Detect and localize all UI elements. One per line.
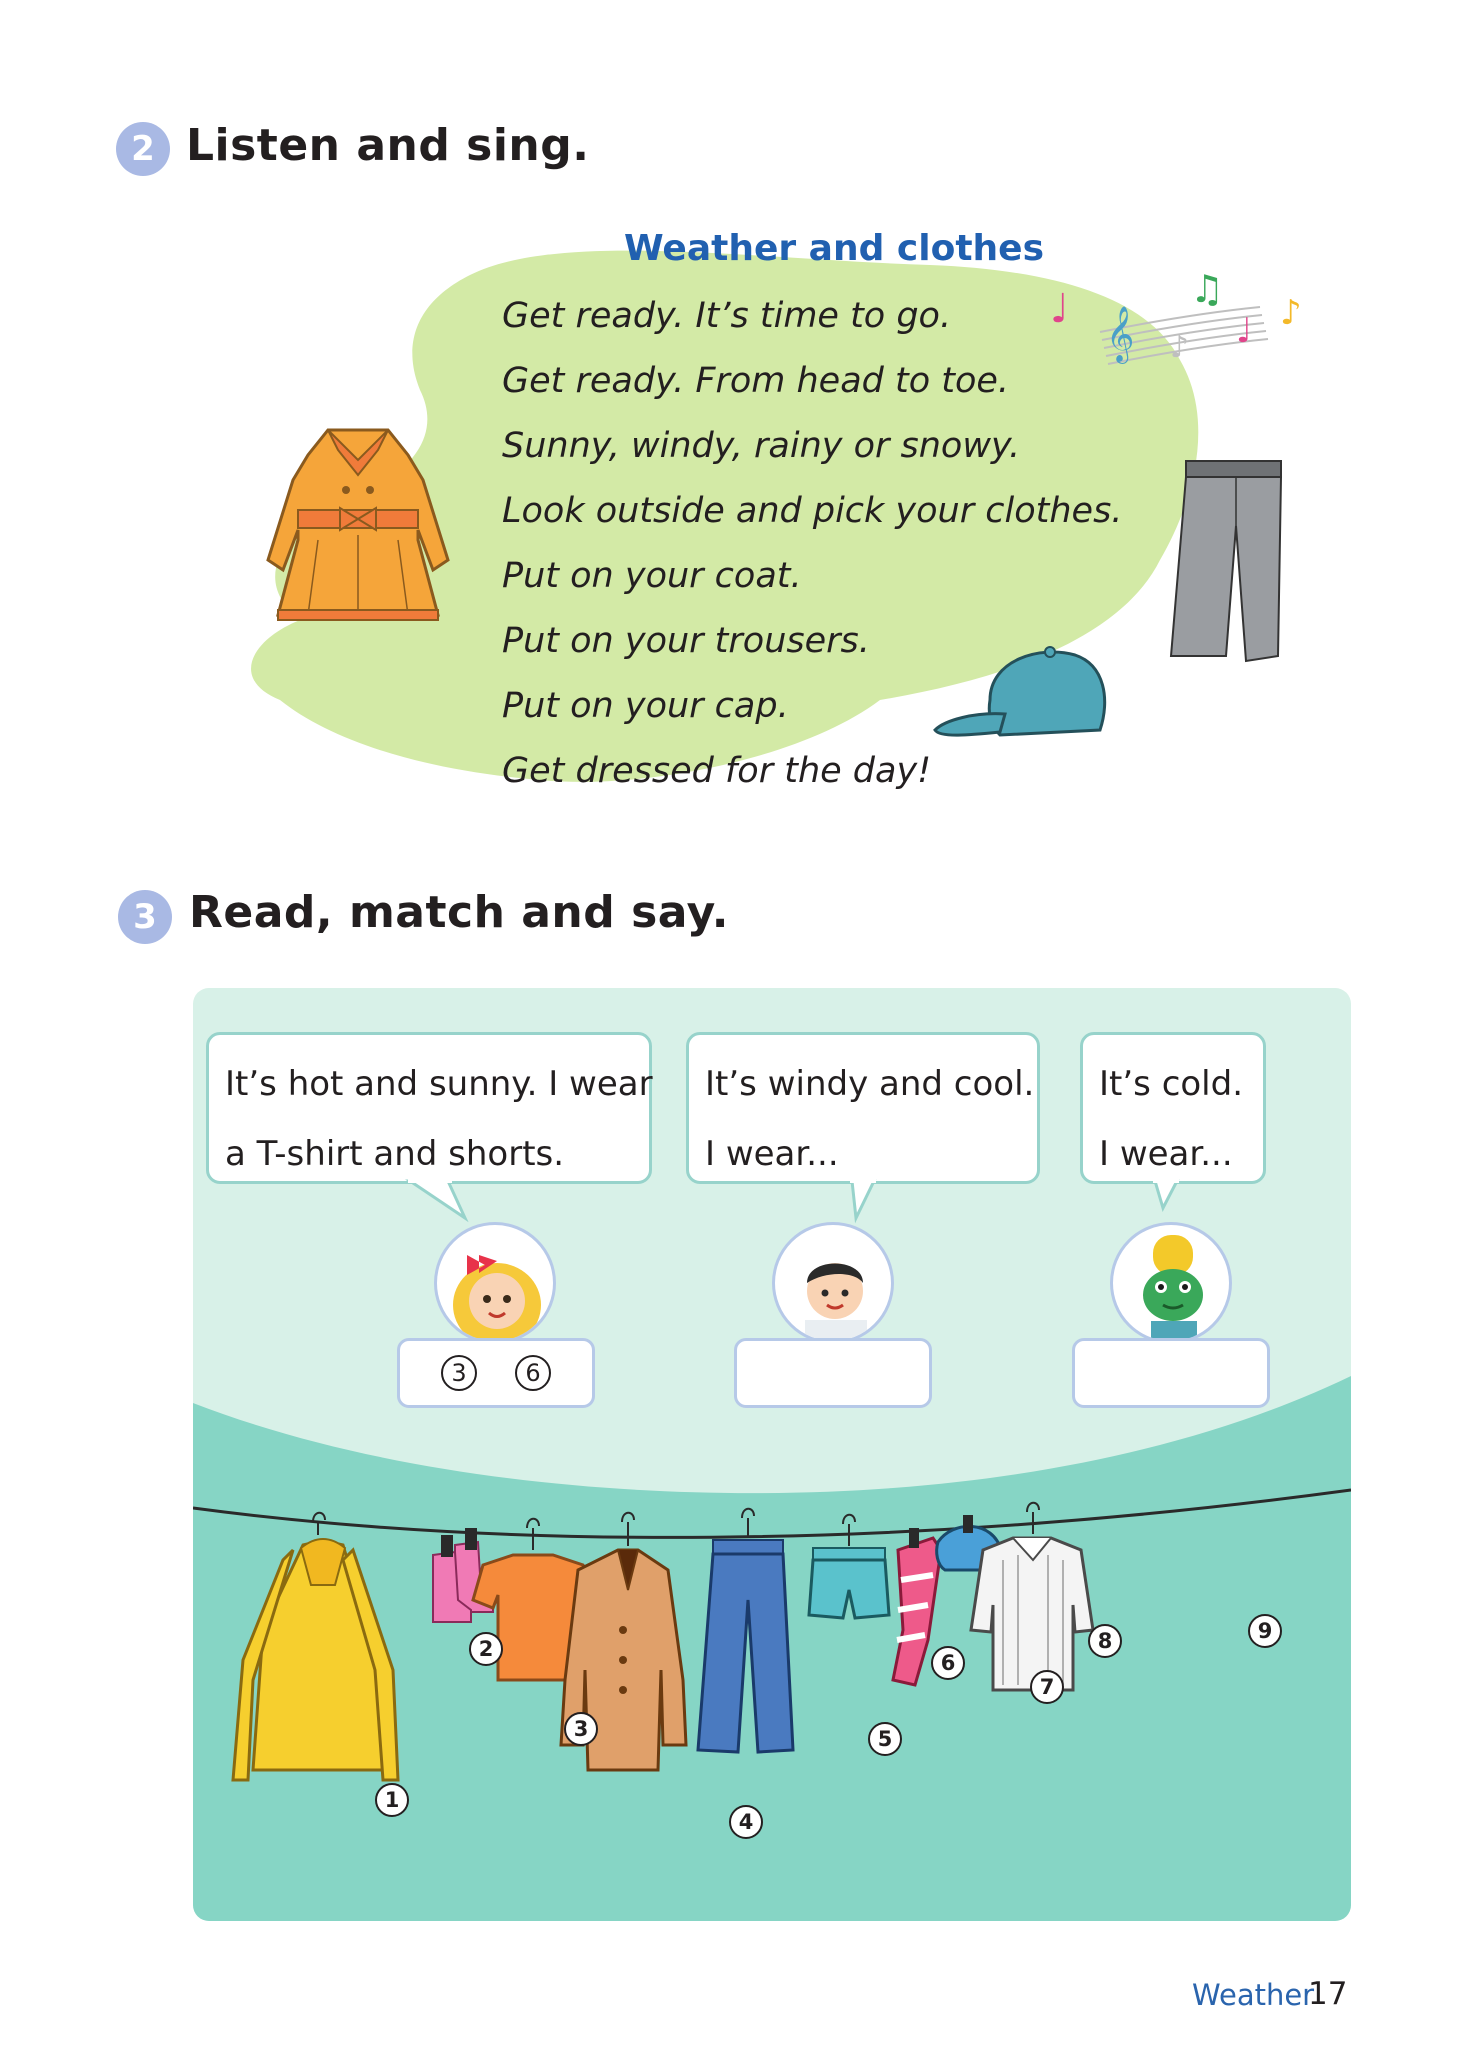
answer-box-boy[interactable]	[734, 1338, 932, 1408]
bubble-line: I wear...	[705, 1134, 839, 1174]
clothing-number-9: 9	[1248, 1614, 1282, 1648]
section-3-number: 3	[118, 890, 172, 944]
lyric-line: Get dressed for the day!	[502, 751, 932, 791]
girl-avatar	[434, 1222, 556, 1344]
boy-avatar	[772, 1222, 894, 1344]
lyric-line: Look outside and pick your clothes.	[502, 491, 1123, 531]
bubble-line: It’s hot and sunny. I wear	[225, 1064, 653, 1104]
section-2-title: Listen and sing.	[186, 120, 590, 171]
cap-illustration	[930, 640, 1110, 760]
section-3-title: Read, match and say.	[189, 887, 729, 938]
clothing-number-1: 1	[375, 1783, 409, 1817]
clothing-number-5: 5	[868, 1722, 902, 1756]
lyric-line: Put on your trousers.	[502, 621, 870, 661]
answer-box-frog[interactable]	[1072, 1338, 1270, 1408]
answer-number: 6	[515, 1355, 551, 1391]
svg-text:♩: ♩	[1050, 286, 1069, 332]
frog-avatar	[1110, 1222, 1232, 1344]
music-notes-illustration	[1040, 262, 1320, 382]
svg-text:♪: ♪	[1280, 293, 1302, 333]
svg-text:♫: ♫	[1190, 267, 1225, 311]
clothing-number-7: 7	[1030, 1670, 1064, 1704]
coat-illustration	[258, 420, 458, 630]
lyric-line: Get ready. From head to toe.	[502, 361, 1010, 401]
speech-bubble-frog	[1080, 1032, 1266, 1184]
speech-bubble-girl	[206, 1032, 652, 1184]
clothing-number-2: 2	[469, 1632, 503, 1666]
bubble-line: It’s cold.	[1099, 1064, 1244, 1104]
clothesline-illustration	[193, 1480, 1351, 1900]
clothing-number-3: 3	[564, 1712, 598, 1746]
footer-unit-name: Weather	[1192, 1978, 1315, 2012]
trousers-illustration	[1166, 456, 1296, 676]
clothing-number-6: 6	[931, 1646, 965, 1680]
page-number: 17	[1308, 1976, 1348, 2012]
song-title: Weather and clothes	[624, 228, 1044, 269]
section-2-number: 2	[116, 122, 170, 176]
bubble-line: a T-shirt and shorts.	[225, 1134, 565, 1174]
clothing-number-4: 4	[729, 1805, 763, 1839]
svg-text:𝄞: 𝄞	[1106, 306, 1135, 362]
bubble-line: It’s windy and cool.	[705, 1064, 1035, 1104]
lyric-line: Sunny, windy, rainy or snowy.	[502, 426, 1021, 466]
speech-bubble-boy	[686, 1032, 1040, 1184]
bubble-tails	[0, 1178, 1457, 1258]
svg-text:♩: ♩	[1236, 311, 1253, 351]
lyric-line: Put on your cap.	[502, 686, 789, 726]
bubble-line: I wear...	[1099, 1134, 1233, 1174]
answer-number: 3	[441, 1355, 477, 1391]
lyric-line: Put on your coat.	[502, 556, 802, 596]
answer-box-girl[interactable]	[397, 1338, 595, 1408]
lyric-line: Get ready. It’s time to go.	[502, 296, 952, 336]
svg-text:♪: ♪	[1170, 330, 1190, 365]
clothing-number-8: 8	[1088, 1624, 1122, 1658]
